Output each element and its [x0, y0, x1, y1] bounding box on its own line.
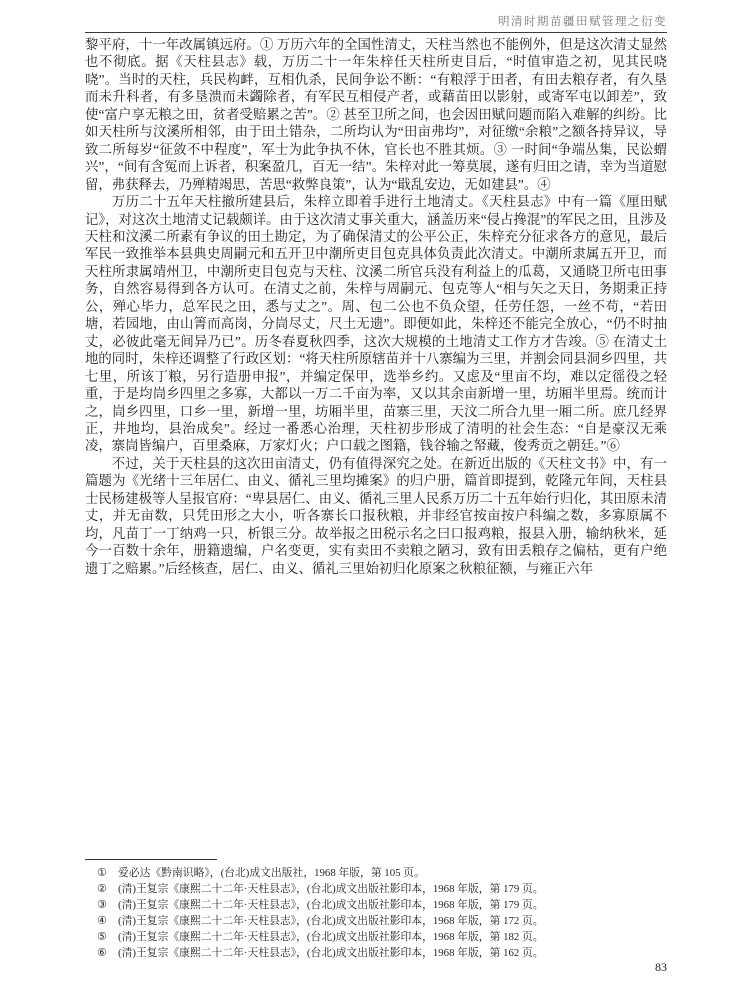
footnote-marker: ③ — [97, 898, 107, 911]
header-rule — [85, 32, 667, 33]
footnote-text: (清)王复宗《康熙二十二年·天柱县志》，(台北)成文出版社影印本，1968 年版，第 179 页。 — [118, 898, 544, 911]
footnote-item — [97, 866, 669, 882]
page-number: 83 — [655, 960, 667, 974]
footnote-text: (清)王复宗《康熙二十二年·天柱县志》，(台北)成文出版社影印本，1968 年版，第 179 页。 — [118, 882, 544, 895]
footnote-separator — [85, 859, 217, 860]
footnote-marker: ⑤ — [97, 930, 107, 943]
footnote-text: 爱必达《黔南识略》，(台北)成文出版社，1968 年版，第 105 页。 — [118, 867, 425, 879]
paragraph: 黎平府，十一年改属镇远府。① 万历六年的全国性清丈，天柱当然也不能例外，但是这次清丈显然也不彻底。据《天柱县志》载，万历二十一年朱梓任天柱所吏目后，“时值审造之初，见其民哓哓”。当时的天柱，兵民构衅，互相仇杀，民间争讼不断：“有粮浮于田者，有田去粮存者，有久垦而未升科者，有多垦溃而未蠲除者，有军民互相侵产者，或藉苗田以影射，或寄军屯以卸差”，致使“富户享无粮之田，贫者受赔累之苦”。② 甚至卫所之间，也会因田赋问题而陷入难解的纠纷。比如天柱所与汶溪所相邻，由于田土错杂，二所均认为“田亩弗均”，对征缴“余粮”之额各持异议，导致二所每岁“征敛不中程度”，军士为此争执不休，官长也不胜其烦。③ 一时间“争端丛集，民讼蝟兴”，“间有含冤而上诉者，积案盈几，百无一结”。朱梓对此一筹莫展，遂有归田之请，幸为当道慰留，弗获释去，乃殚精竭思，苦思“救弊良策”，认为“戢乱安边，无如建县”。④ — [85, 37, 667, 192]
footnote-item — [97, 882, 669, 898]
footnote-marker: ① — [97, 867, 107, 879]
footnote-item — [97, 930, 669, 946]
footnote-marker: ④ — [97, 914, 107, 927]
body-text — [85, 36, 667, 577]
paragraph: 不过，关于天柱县的这次田亩清丈，仍有值得深究之处。在新近出版的《天柱文书》中，有一篇题为《光绪十三年居仁、由义、循礼三里均摊案》的归户册，篇首即提到，乾隆元年间，天柱县士民杨建极等人呈报官府：“卑县居仁、由义、循礼三里人民系万历二十五年始行归化，其田原未清丈，并无亩数，只凭田形之大小，听各寨长口报秋粮，并非经官按亩按户科编之数，多寡原属不均，凡苗丁一丁纳鸡一只，析银三分。故举报之田税示名之曰口报鸡粮，报县入册，输纳秋米，延今一百数十余年，册籍遗编，户名变更，实有卖田不卖粮之陋习，致有田丢粮存之偏枯，更有户绝遗丁之赔累。”后经核查，居仁、由义、循礼三里始初归化原案之秋粮征额，与雍正六年 — [85, 455, 667, 576]
running-header: 明清时期苗疆田赋管理之衍变 — [498, 16, 667, 28]
footnote-text: (清)王复宗《康熙二十二年·天柱县志》，(台北)成文出版社影印本，1968 年版，第 162 页。 — [118, 946, 544, 959]
footnotes-list — [97, 866, 669, 961]
footnote-item — [97, 898, 669, 914]
footnote-text: (清)王复宗《康熙二十二年·天柱县志》，(台北)成文出版社影印本，1968 年版，第 182 页。 — [118, 930, 544, 943]
footnote-item — [97, 946, 669, 962]
footnote-item — [97, 914, 669, 930]
footnote-text: (清)王复宗《康熙二十二年·天柱县志》，(台北)成文出版社影印本，1968 年版，第 172 页。 — [118, 914, 544, 927]
footnote-marker: ⑥ — [97, 946, 107, 959]
paragraph: 万历二十五年天柱撤所建县后，朱梓立即着手进行土地清丈。《天柱县志》中有一篇《厘田赋记》，对这次土地清丈记载颇详。由于这次清丈事关重大，涵盖历来“侵占搀混”的军民之田，且涉及天柱和汶溪二所素有争议的田土勘定，为了确保清丈的公平公正，朱梓充分征求各方的意见，最后军民一致推举本县典史周嗣元和五开卫中潮所吏目包克具体负责此次清丈。中潮所隶属五开卫，而天柱所隶属靖州卫，中潮所吏目包克与天柱、汶溪二所官兵没有利益上的瓜葛，又通晓卫所屯田事务，自然容易得到各方认可。在清丈之前，朱梓与周嗣元、包克等人“相与矢之天日，务期秉正持公，殚心毕力，总军民之田，悉与丈之”。周、包二公也不负众望，任劳任怨，一丝不苟，“若田塘，若园地，由山箐而高岗，分峝尽丈，尺土无遗”。即便如此，朱梓还不能完全放心，“仍不时抽丈，必彼此毫无间异乃已”。历冬春夏秋四季，这次大规模的土地清丈工作方才告竣。⑤ 在清丈土地的同时，朱梓还调整了行政区划：“将天柱所原辖苗并十八寨编为三里，并割会同县洞乡四里，共七里，所该丁粮，另行造册申报”，并编定保甲，选举乡约。又虑及“里亩不均，难以定徭役之轻重，于是均峝乡四里之多寡，大都以一万二千亩为率，又以其余亩新增一里，坊厢半里焉。统而计之，峝乡四里，口乡一里，新增一里，坊厢半里，苗寨三里，天汶二所合九里一厢二所。庶几经界正，井地均，县治成矣”。经过一番悉心治理，天柱初步形成了清明的社会生态：“自是豪汉无乘凌，寨峝皆编户，百里桑麻，万家灯火；户口载之图籍，钱谷输之帑藏，俊秀贡之朝廷。”⑥ — [85, 194, 667, 454]
footnote-marker: ② — [97, 882, 107, 895]
